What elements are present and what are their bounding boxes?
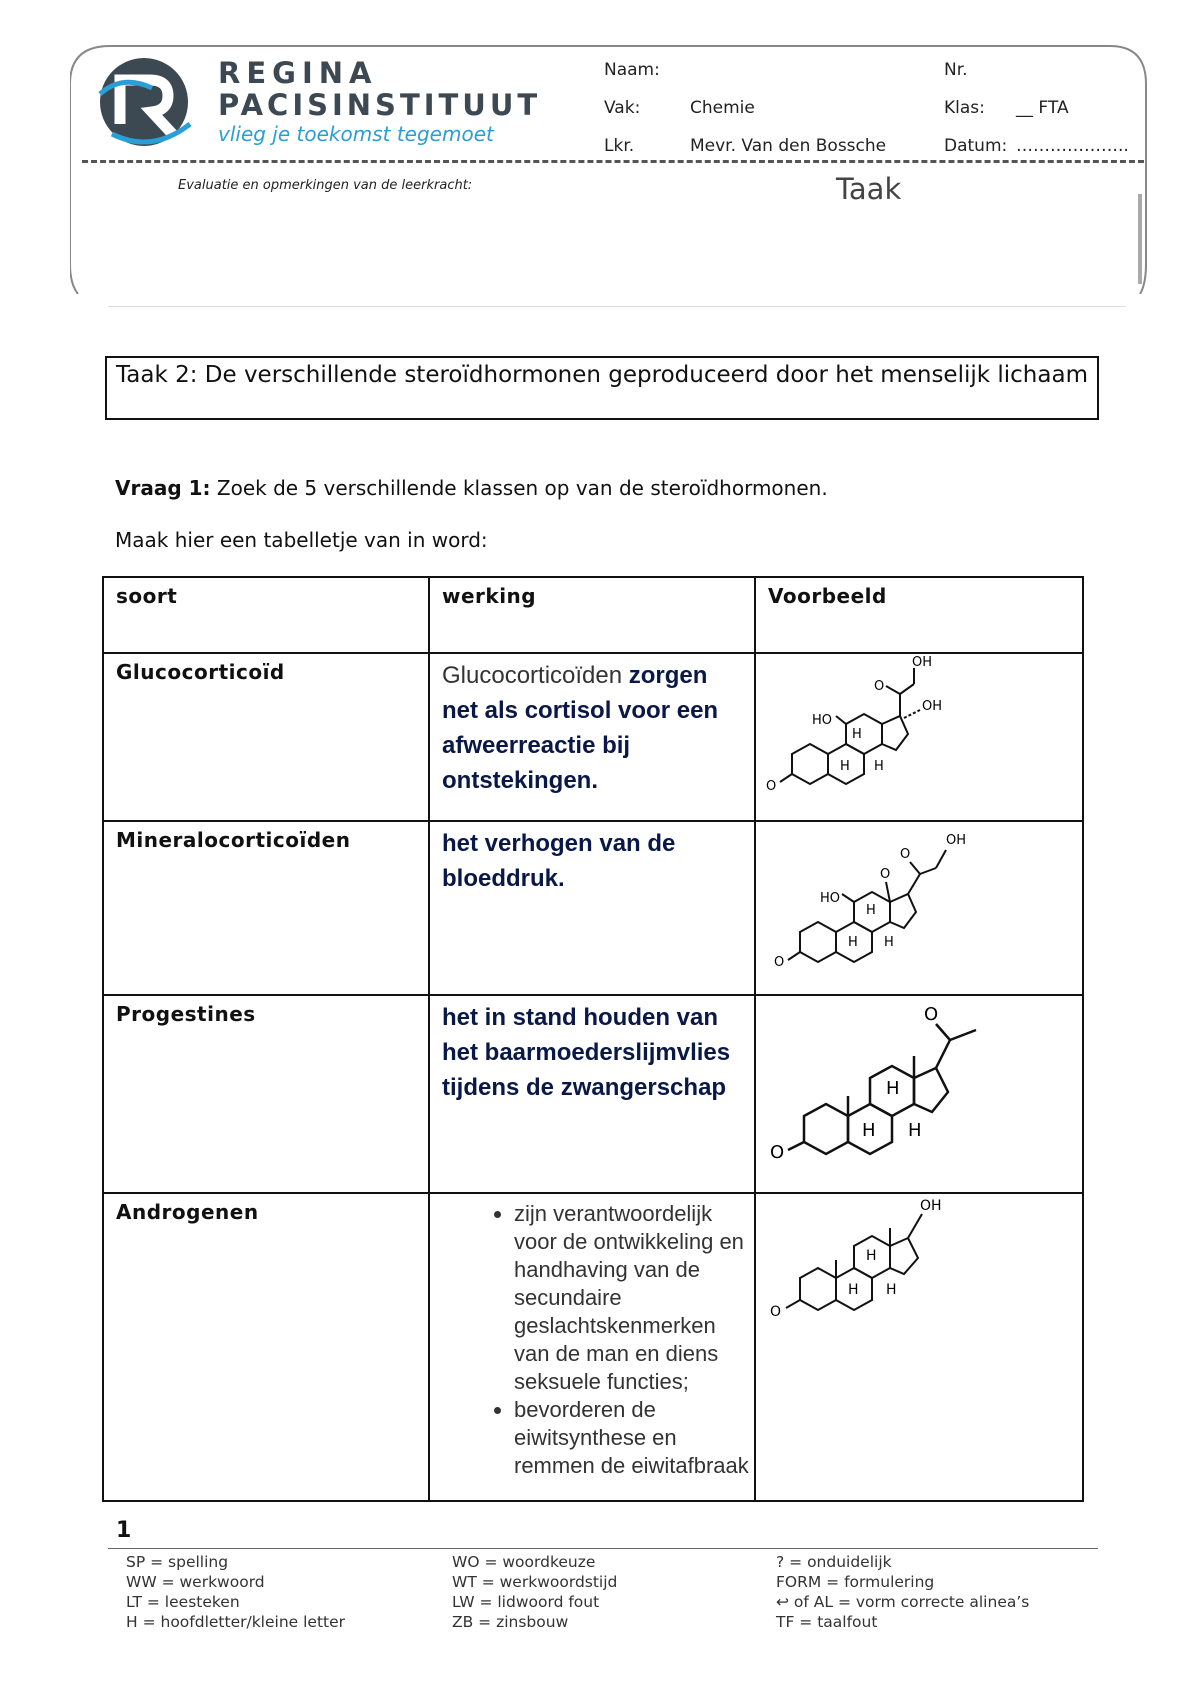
question-instruction: Maak hier een tabelletje van in word: — [115, 528, 488, 552]
label-oh: OH — [946, 833, 967, 848]
list-item: • zijn verantwoordelijk voor de ontwikkeling en handhaving van de secundaire geslachtskenmerken van de man en diens seksuele functies; — [514, 1200, 754, 1396]
header-soort: soort — [103, 577, 429, 653]
table-row — [103, 1193, 1083, 1501]
legend-item: TF = taalfout — [776, 1613, 878, 1631]
legend-item: ↩ of AL = vorm correcte alinea’s — [776, 1593, 1030, 1611]
cell-voorbeeld — [755, 653, 1083, 821]
legend-item: H = hoofdletter/kleine letter — [126, 1613, 346, 1631]
mineralocorticoid-structure-image — [756, 822, 1080, 992]
lkr-label: Lkr. — [604, 136, 635, 156]
label-o: O — [880, 867, 891, 882]
nr-label: Nr. — [944, 60, 968, 80]
school-logo — [92, 54, 602, 154]
legend-column-2 — [452, 1552, 617, 1632]
label-o: O — [924, 1004, 939, 1025]
table-header-row — [103, 577, 1083, 653]
header-separator — [108, 306, 1126, 307]
klas-value: __ FTA — [1016, 98, 1069, 118]
cell-voorbeeld — [755, 821, 1083, 995]
label-h: H — [852, 727, 862, 742]
table-row — [103, 821, 1083, 995]
werking-rest: zorgen net als cortisol voor een afweerreactie bij ontstekingen. — [442, 662, 719, 794]
question-1 — [115, 476, 828, 500]
label-o: O — [900, 847, 911, 862]
label-h: H — [886, 1078, 900, 1099]
cell-werking — [429, 1193, 755, 1501]
legend-item: WW = werkwoord — [126, 1573, 265, 1591]
glucocorticoid-structure-image — [756, 654, 1080, 818]
label-h: H — [884, 935, 894, 950]
werking-list — [430, 1200, 754, 1480]
cell-werking: het verhogen van de bloeddruk. — [429, 821, 755, 995]
assignment-title: Taak 2: De verschillende steroïdhormonen geproduceerd door het menselijk lichaam — [105, 356, 1099, 420]
cell-soort: Androgenen — [103, 1193, 429, 1501]
legend-item: LT = leesteken — [126, 1593, 240, 1611]
androgen-structure-image — [756, 1194, 1080, 1374]
cell-voorbeeld — [755, 995, 1083, 1193]
cell-soort: Mineralocorticoïden — [103, 821, 429, 995]
logo-icon — [92, 54, 202, 154]
label-h: H — [886, 1282, 897, 1298]
question-label: Vraag 1: — [115, 476, 211, 500]
label-h: H — [874, 759, 884, 774]
label-oh: OH — [912, 655, 933, 670]
label-h: H — [908, 1120, 922, 1141]
cell-soort: Glucocorticoïd — [103, 653, 429, 821]
naam-label: Naam: — [604, 60, 660, 80]
legend-item: ? = onduidelijk — [776, 1553, 892, 1571]
datum-value: ……………….. — [1016, 136, 1129, 156]
evaluation-label: Evaluatie en opmerkingen van de leerkracht: — [178, 178, 473, 193]
school-name-line2: PACISINSTITUUT — [218, 88, 542, 122]
label-o: O — [874, 679, 885, 694]
steroid-table — [102, 576, 1084, 1502]
label-h: H — [866, 903, 876, 918]
progestine-structure-image — [756, 996, 1080, 1190]
slogan: vlieg je toekomst tegemoet — [218, 122, 494, 146]
vak-value: Chemie — [690, 98, 755, 118]
label-h: H — [862, 1120, 876, 1141]
klas-label: Klas: — [944, 98, 985, 118]
label-o: O — [770, 1142, 785, 1163]
table-row — [103, 653, 1083, 821]
list-item: • bevorderen de eiwitsynthese en remmen de eiwitafbraak — [514, 1396, 754, 1480]
cell-werking: het in stand houden van het baarmoederslijmvlies tijdens de zwangerschap — [429, 995, 755, 1193]
header-werking: werking — [429, 577, 755, 653]
legend-column-3 — [776, 1552, 1029, 1632]
legend-item: WT = werkwoordstijd — [452, 1573, 618, 1591]
header-voorbeeld: Voorbeeld — [755, 577, 1083, 653]
legend-item: LW = lidwoord fout — [452, 1593, 600, 1611]
doc-type-label: Taak — [836, 172, 902, 206]
label-h: H — [848, 935, 858, 950]
datum-label: Datum: — [944, 136, 1008, 156]
header-dashed-divider — [82, 160, 1144, 163]
cell-soort: Progestines — [103, 995, 429, 1193]
label-o: O — [774, 955, 785, 970]
legend-item: SP = spelling — [126, 1553, 229, 1571]
lkr-value: Mevr. Van den Bossche — [690, 136, 887, 156]
legend-column-1 — [126, 1552, 345, 1632]
label-h: H — [866, 1248, 877, 1264]
cell-voorbeeld — [755, 1193, 1083, 1501]
table-row — [103, 995, 1083, 1193]
legend-item: FORM = formulering — [776, 1573, 935, 1591]
legend-item: WO = woordkeuze — [452, 1553, 596, 1571]
school-name-line1: REGINA — [218, 56, 378, 90]
label-h: H — [848, 1282, 859, 1298]
label-oh: OH — [920, 1198, 942, 1214]
label-oh: OH — [922, 699, 943, 714]
footer-divider — [108, 1548, 1098, 1549]
label-h: H — [840, 759, 850, 774]
cell-werking — [429, 653, 755, 821]
legend-item: ZB = zinsbouw — [452, 1613, 569, 1631]
werking-highlight: Glucocorticoïden — [442, 662, 623, 689]
label-ho: HO — [812, 713, 833, 728]
vak-label: Vak: — [604, 98, 641, 118]
label-o: O — [770, 1304, 782, 1320]
page-number: 1 — [116, 1518, 132, 1543]
label-o: O — [766, 779, 777, 794]
label-ho: HO — [820, 891, 841, 906]
question-text: Zoek de 5 verschillende klassen op van de steroïdhormonen. — [210, 476, 828, 500]
